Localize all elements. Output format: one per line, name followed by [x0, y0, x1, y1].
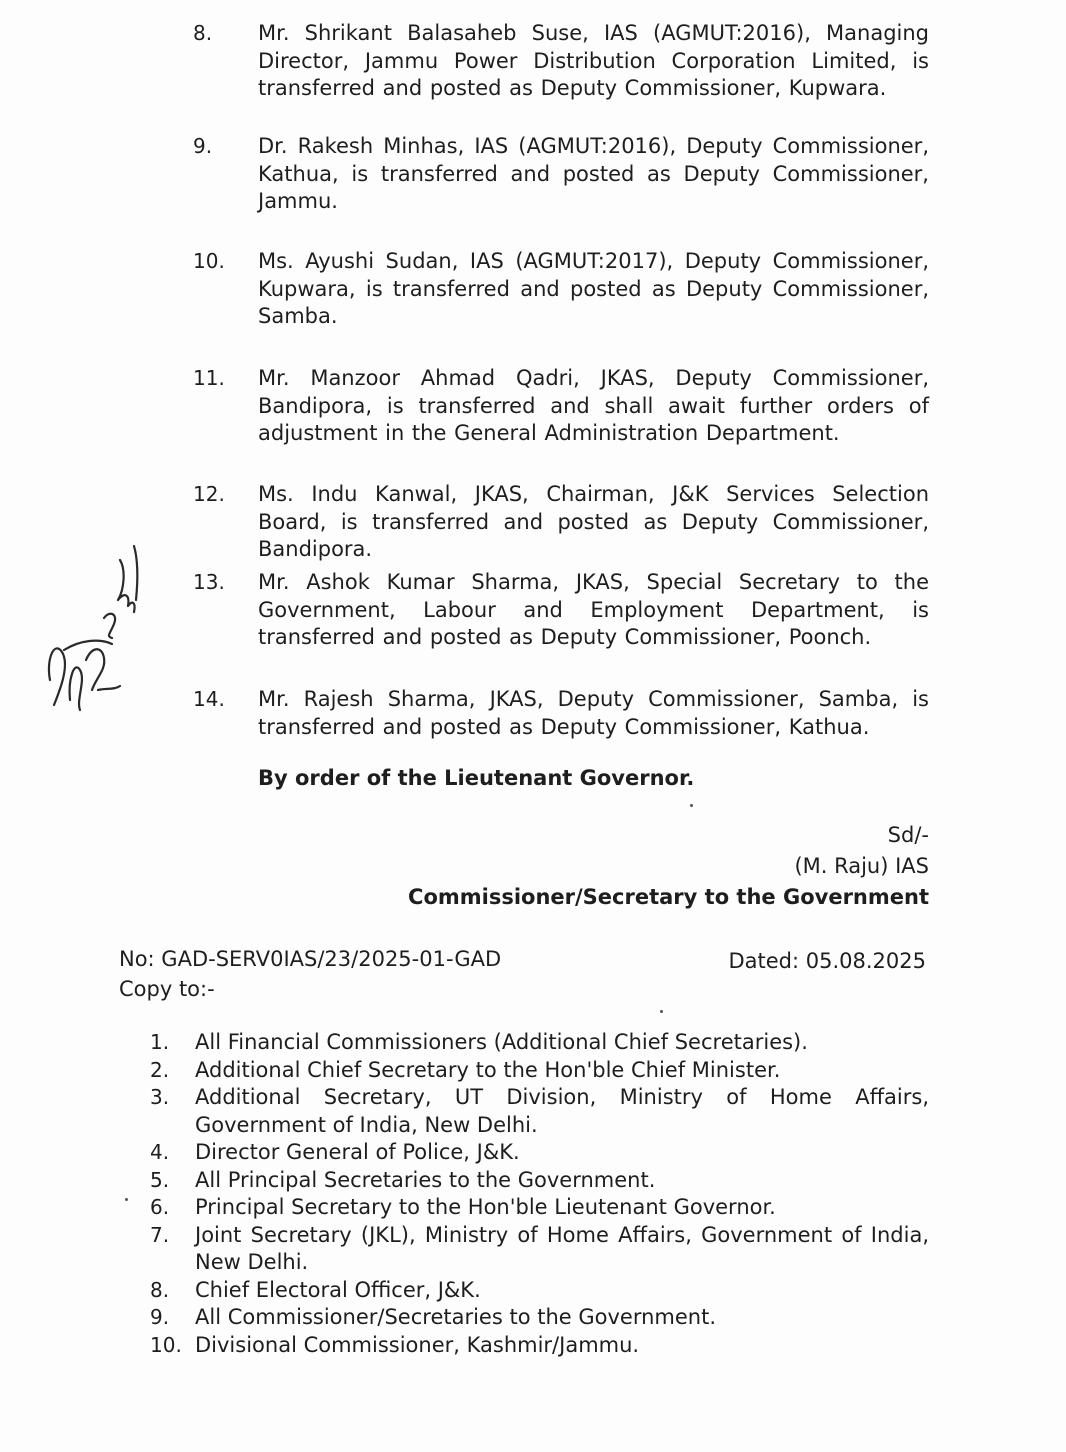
order-number: 13.	[193, 570, 225, 594]
signatory-name: (M. Raju) IAS	[794, 854, 929, 878]
list-item-text: Joint Secretary (JKL), Ministry of Home Affairs, Government of India, New Delhi.	[195, 1222, 929, 1274]
order-number: 11.	[193, 366, 225, 390]
signature-block	[408, 820, 929, 913]
list-item	[0, 1029, 1066, 1057]
list-item-text: Additional Secretary, UT Division, Ministry of Home Affairs, Government of India, New Delhi.	[195, 1085, 929, 1137]
list-item	[0, 1332, 1066, 1360]
list-item-text: All Financial Commissioners (Additional Chief Secretaries).	[195, 1030, 808, 1054]
list-item-text: Additional Chief Secretary to the Hon'ble Chief Minister.	[195, 1057, 781, 1082]
copy-list	[0, 1029, 1066, 1359]
order-text: Ms. Ayushi Sudan, IAS (AGMUT:2017), Deputy Commissioner, Kupwara, is transferred and posted as Deputy Commissioner, Samba.	[258, 249, 929, 328]
list-item	[0, 1139, 1066, 1167]
list-item-number: 7.	[150, 1222, 170, 1247]
order-number: 9.	[193, 134, 213, 158]
list-item-text: Divisional Commissioner, Kashmir/Jammu.	[195, 1332, 640, 1357]
list-item-number: 2.	[150, 1057, 170, 1082]
list-item-text: Director General of Police, J&K.	[195, 1140, 520, 1164]
list-item	[0, 1304, 1066, 1332]
list-item-number: 4.	[150, 1140, 170, 1164]
authority-line: By order of the Lieutenant Governor.	[258, 766, 695, 790]
order-text: Dr. Rakesh Minhas, IAS (AGMUT:2016), Deputy Commissioner, Kathua, is transferred and posted as Deputy Commissioner, Jammu.	[258, 134, 929, 213]
list-item	[0, 1057, 1066, 1085]
list-item-number: 10.	[150, 1332, 182, 1357]
scan-speck	[660, 1010, 663, 1013]
order-text: Mr. Shrikant Balasaheb Suse, IAS (AGMUT:2016), Managing Director, Jammu Power Distribution Corporation Limited, is transferred and posted as Deputy Commissioner, Kupwara.	[258, 21, 929, 100]
scan-speck	[125, 1198, 128, 1201]
list-item-text: Chief Electoral Officer, J&K.	[195, 1277, 481, 1302]
reference-date: Dated: 05.08.2025	[728, 949, 926, 973]
order-number: 12.	[193, 482, 225, 506]
list-item-number: 6.	[150, 1195, 170, 1219]
order-number: 14.	[193, 687, 225, 711]
scan-speck	[690, 804, 693, 807]
order-text: Mr. Manzoor Ahmad Qadri, JKAS, Deputy Commissioner, Bandipora, is transferred and shall await further orders of adjustment in the General Administration Department.	[258, 366, 929, 445]
list-item-text: All Commissioner/Secretaries to the Government.	[195, 1305, 717, 1329]
reference-number: No: GAD-SERV0IAS/23/2025-01-GAD	[119, 947, 502, 971]
order-text: Mr. Rajesh Sharma, JKAS, Deputy Commissioner, Samba, is transferred and posted as Deputy Commissioner, Kathua.	[258, 687, 929, 739]
list-item-text: Principal Secretary to the Hon'ble Lieutenant Governor.	[195, 1195, 776, 1219]
list-item	[0, 1167, 1066, 1195]
list-item-number: 1.	[150, 1030, 170, 1054]
list-item	[0, 1277, 1066, 1305]
list-item	[0, 1222, 1066, 1277]
list-item	[0, 1084, 1066, 1139]
handwritten-initials	[40, 540, 160, 720]
copy-to-heading: Copy to:-	[119, 977, 215, 1001]
signatory-designation: Commissioner/Secretary to the Government	[408, 885, 929, 909]
list-item-number: 5.	[150, 1167, 170, 1192]
sd-mark: Sd/-	[887, 823, 929, 847]
list-item-number: 8.	[150, 1277, 170, 1302]
order-text: Ms. Indu Kanwal, JKAS, Chairman, J&K Services Selection Board, is transferred and posted as Deputy Commissioner, Bandipora.	[258, 482, 929, 561]
list-item-number: 9.	[150, 1305, 170, 1329]
list-item-text: All Principal Secretaries to the Government.	[195, 1167, 656, 1192]
order-text: Mr. Ashok Kumar Sharma, JKAS, Special Secretary to the Government, Labour and Employment Department, is transferred and posted as Deputy Commissioner, Poonch.	[258, 570, 929, 649]
list-item-number: 3.	[150, 1085, 170, 1109]
order-number: 10.	[193, 249, 225, 273]
order-number: 8.	[193, 21, 213, 45]
list-item	[0, 1194, 1066, 1222]
